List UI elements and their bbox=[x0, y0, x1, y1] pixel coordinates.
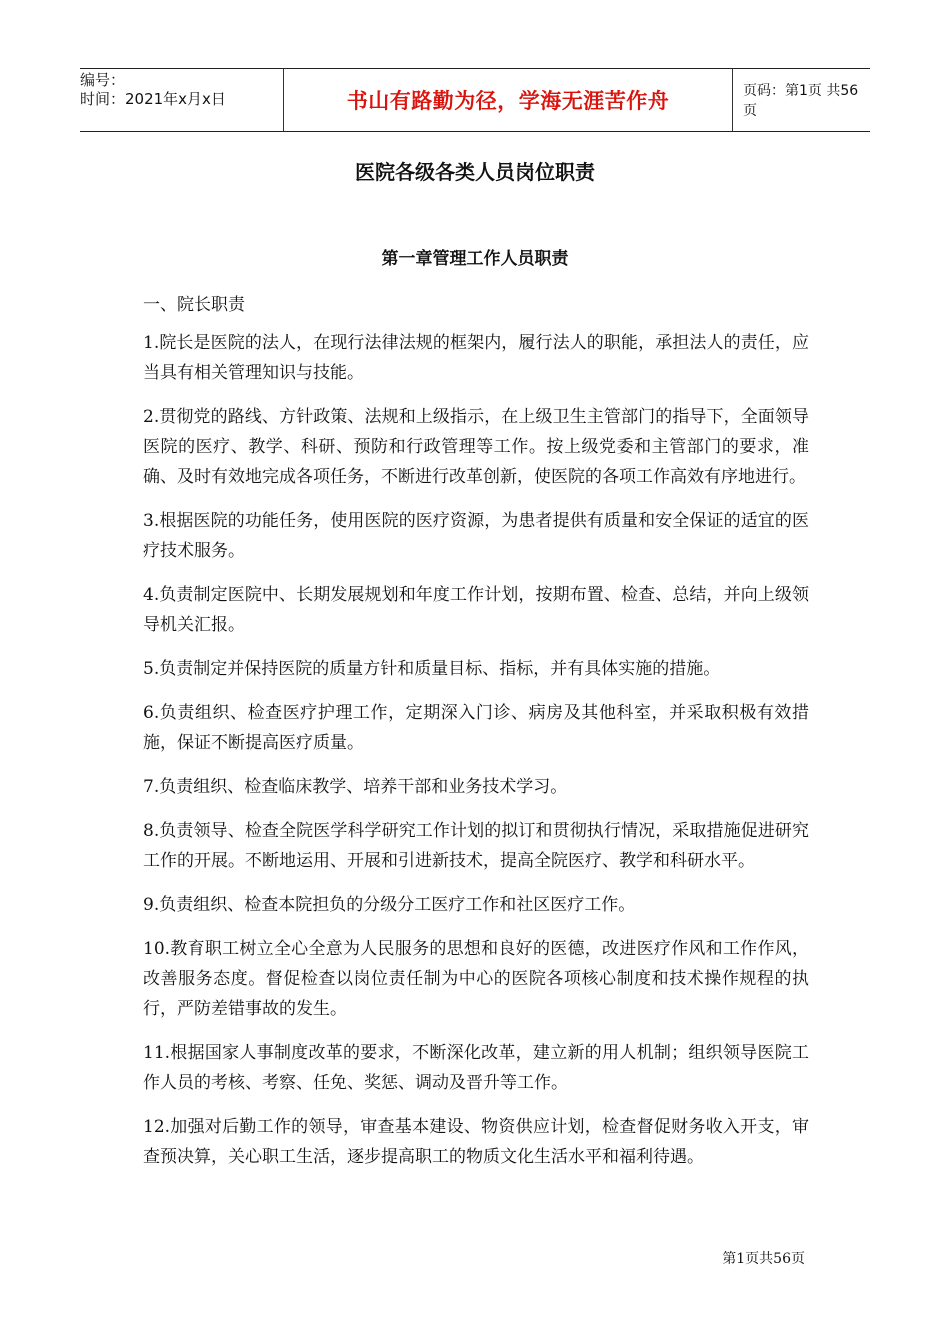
document-body bbox=[143, 328, 809, 1186]
paragraph: 8.负责领导、检查全院医学科学研究工作计划的拟订和贯彻执行情况，采取措施促进研究工作的开展。不断地运用、开展和引进新技术，提高全院医疗、教学和科研水平。 bbox=[143, 821, 809, 871]
section-heading: 一、院长职责 bbox=[143, 295, 245, 315]
document-number-label: 编号： bbox=[80, 71, 126, 89]
paragraph: 11.根据国家人事制度改革的要求，不断深化改革，建立新的用人机制；组织领导医院工作人员的考核、考察、任免、奖惩、调动及晋升等工作。 bbox=[143, 1043, 809, 1093]
paragraph: 5.负责制定并保持医院的质量方针和质量目标、指标，并有具体实施的措施。 bbox=[143, 659, 721, 679]
paragraph: 4.负责制定医院中、长期发展规划和年度工作计划，按期布置、检查、总结，并向上级领导机关汇报。 bbox=[143, 585, 809, 635]
paragraph: 12.加强对后勤工作的领导，审查基本建设、物资供应计划，检查督促财务收入开支，审查预决算，关心职工生活，逐步提高职工的物质文化生活水平和福利待遇。 bbox=[143, 1117, 809, 1167]
paragraph: 9.负责组织、检查本院担负的分级分工医疗工作和社区医疗工作。 bbox=[143, 895, 636, 915]
paragraph: 7.负责组织、检查临床教学、培养干部和业务技术学习。 bbox=[143, 777, 568, 797]
paragraph: 6.负责组织、检查医疗护理工作，定期深入门诊、病房及其他科室，并采取积极有效措施，保证不断提高医疗质量。 bbox=[143, 703, 809, 753]
document-time-label: 时间：2021年x月x日 bbox=[80, 90, 226, 108]
paragraph: 3.根据医院的功能任务，使用医院的医疗资源，为患者提供有质量和安全保证的适宜的医疗技术服务。 bbox=[143, 511, 809, 561]
page-footer: 第1页共56页 bbox=[722, 1251, 805, 1267]
header-page-info: 页码：第1页 共56页 bbox=[743, 83, 859, 119]
paragraph: 2.贯彻党的路线、方针政策、法规和上级指示，在上级卫生主管部门的指导下，全面领导医院的医疗、教学、科研、预防和行政管理等工作。按上级党委和主管部门的要求，准确、及时有效地完成各项任务，不断进行改革创新，使医院的各项工作高效有序地进行。 bbox=[143, 407, 809, 487]
header-meta bbox=[80, 69, 283, 131]
document-title: 医院各级各类人员岗位职责 bbox=[355, 160, 595, 184]
paragraph: 10.教育职工树立全心全意为人民服务的思想和良好的医德，改进医疗作风和工作作风，改善服务态度。督促检查以岗位责任制为中心的医院各项核心制度和技术操作规程的执行，严防差错事故的发生。 bbox=[143, 939, 809, 1019]
chapter-heading: 第一章管理工作人员职责 bbox=[381, 249, 569, 269]
page-header bbox=[80, 68, 870, 132]
paragraph: 1.院长是医院的法人，在现行法律法规的框架内，履行法人的职能，承担法人的责任，应当具有相关管理知识与技能。 bbox=[143, 333, 809, 383]
header-motto: 书山有路勤为径，学海无涯苦作舟 bbox=[283, 69, 733, 131]
